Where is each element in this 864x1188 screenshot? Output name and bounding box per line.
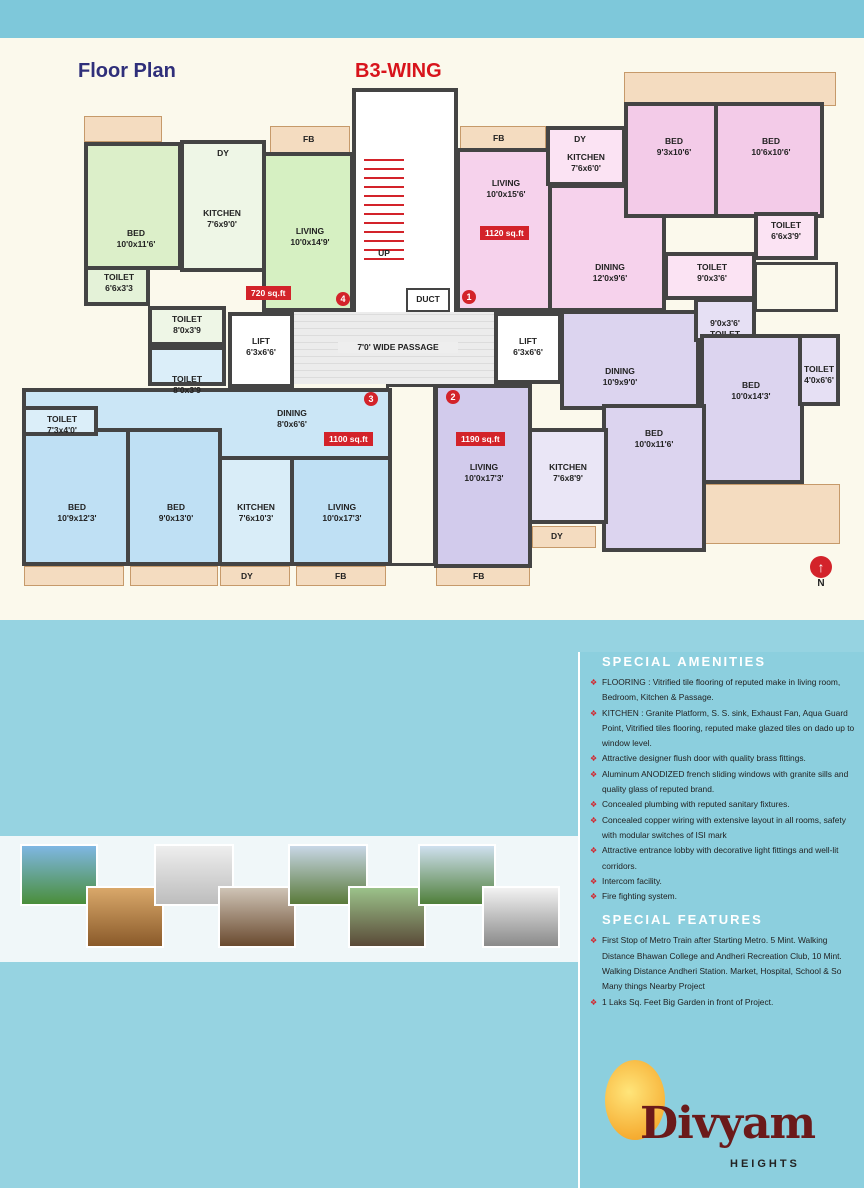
flat3-living: LIVING 10'0x17'3' (290, 456, 392, 566)
flat4-kitchen: DY KITCHEN 7'6x9'0' (180, 140, 266, 272)
amenity-item: ❖ Concealed copper wiring with extensive layout in all rooms, safety with modular switches of ISI mark (590, 813, 858, 844)
flat2-bed1: BED 10'0x11'6' (602, 404, 706, 552)
photo-lounge (86, 886, 164, 948)
photo-lamp (482, 886, 560, 948)
amenities-title: SPECIAL AMENITIES (602, 654, 767, 669)
flat2-number: 2 (446, 390, 460, 404)
balcony-fb-4: FB (270, 126, 350, 154)
flat1-area-badge: 1120 sq.ft (480, 226, 529, 240)
open-duct (754, 262, 838, 312)
flat4-number: 4 (336, 292, 350, 306)
logo-wordmark: Divyam (640, 1098, 816, 1149)
flat2-toilet2: 9'0x3'6' (694, 298, 756, 342)
amenity-item: ❖ FLOORING : Vitrified tile flooring of reputed make in living room, Bedroom, Kitchen & Passage. (590, 675, 858, 706)
flat1-number: 1 (462, 290, 476, 304)
stair-up-label: UP (378, 248, 390, 258)
amenity-item: ❖ Attractive entrance lobby with decorative light fittings and well-lit corridors. (590, 843, 858, 874)
flat3-outline: DINING 8'0x6'6' 1100 sq.ft 3 (22, 388, 392, 566)
amenities-list (580, 675, 864, 904)
flat1-bed1: BED 9'3x10'6' (624, 102, 720, 218)
north-arrow-icon: ↑ (810, 556, 832, 578)
wing-title: B3-WING (355, 60, 442, 82)
flat1-toilet1: TOILET 6'6x3'9' (754, 212, 818, 260)
balcony-bottom-right (700, 484, 840, 544)
balcony-fb-3: FB (296, 566, 386, 586)
flat3-bed2: BED 9'0x13'0' (126, 428, 222, 566)
lift-right: LIFT 6'3x6'6' (494, 312, 562, 384)
staircase (352, 88, 458, 316)
balcony-bottom-left (24, 566, 124, 586)
floor-plan-title: Floor Plan (78, 60, 176, 82)
flat3-kitchen: KITCHEN 7'6x10'3' (218, 456, 294, 566)
flat2-living: LIVING 10'0x17'3' 1190 sq.ft 2 (434, 384, 532, 568)
flat1-bed2: BED 10'6x10'6' (714, 102, 824, 218)
photo-strip (0, 836, 578, 962)
flat3-area-badge: 1100 sq.ft (324, 432, 373, 446)
balcony-dy-2: DY (532, 526, 596, 548)
flat1-toilet2: TOILET 9'0x3'6' (664, 252, 756, 300)
divyam-logo (600, 1050, 840, 1180)
flat3-toilet1: TOILET 7'3x4'0' (22, 406, 98, 436)
top-band (0, 0, 864, 38)
amenity-item: ❖ KITCHEN : Granite Platform, S. S. sink, Exhaust Fan, Aqua Guard Point, Vitrified tiles flooring, reputed make glazed tiles on dado up to window level. (590, 706, 858, 752)
flat4-toilet2: TOILET 8'0x3'9 (148, 306, 226, 346)
lift-left: LIFT 6'3x6'6' (228, 312, 294, 388)
flat1-kitchen: DY KITCHEN 7'6x6'0' (546, 126, 626, 186)
features-title: SPECIAL FEATURES (602, 912, 763, 928)
flat4-toilet: TOILET 6'6x3'3 (84, 266, 150, 306)
features-list (580, 933, 864, 1009)
balcony-fb-2: FB (436, 566, 530, 586)
flat4-living: LIVING 10'0x14'9' 720 sq.ft 4 (262, 152, 354, 312)
balcony-top-right (624, 72, 836, 106)
amenity-item: ❖ Concealed plumbing with reputed sanitary fixtures. (590, 797, 858, 812)
amenity-item: ❖ Attractive designer flush door with quality brass fittings. (590, 751, 858, 766)
flat3-number: 3 (364, 392, 378, 406)
balcony-dy-3: DY (220, 566, 290, 586)
amenity-item: ❖ Intercom facility. (590, 874, 858, 889)
balcony-bottom-2 (130, 566, 218, 586)
flat2-toilet1: TOILET 4'0x6'6' (798, 334, 840, 406)
passage: 7'0' WIDE PASSAGE (228, 312, 564, 384)
flat4-bed: BED 10'0x11'6' (84, 142, 182, 270)
duct: DUCT (406, 288, 450, 312)
flat1-living: LIVING 10'0x15'6' 1120 sq.ft 1 (456, 148, 552, 312)
north-indicator: ↑ N (808, 556, 834, 596)
flat4-area-badge: 720 sq.ft (246, 286, 291, 300)
photo-kitchen (218, 886, 296, 948)
balcony-topleft (84, 116, 162, 142)
flat2-area-badge: 1190 sq.ft (456, 432, 505, 446)
feature-item: ❖ 1 Laks Sq. Feet Big Garden in front of Project. (590, 995, 858, 1010)
flat2-bed2: BED 10'0x14'3' (700, 334, 804, 484)
feature-item: ❖ First Stop of Metro Train after Starting Metro. 5 Mint. Walking Distance Bhawan College and Andheri Recreation Club, 10 Mint. Walking Distance Andheri Station. Market, Hospital, School & So Many things Nearby Project (590, 933, 858, 994)
photo-garden-seating (348, 886, 426, 948)
flat2-kitchen: KITCHEN 7'6x8'9' (528, 428, 608, 524)
balcony-fb-1: FB (460, 126, 546, 150)
flat3-bed1: BED 10'9x12'3' (22, 428, 130, 566)
flat3-toilet2: TOILET 8'0x3'9 (148, 346, 226, 386)
amenity-item: ❖ Fire fighting system. (590, 889, 858, 904)
shaft (386, 384, 436, 566)
amenity-item: ❖ Aluminum ANODIZED french sliding windows with granite sills and quality glass of reputed brand. (590, 767, 858, 798)
flat2-dining: DINING 10'9x9'0' (560, 310, 700, 410)
flat1-dining: DINING 12'0x9'6' (548, 184, 666, 312)
logo-subtitle: HEIGHTS (730, 1158, 800, 1170)
